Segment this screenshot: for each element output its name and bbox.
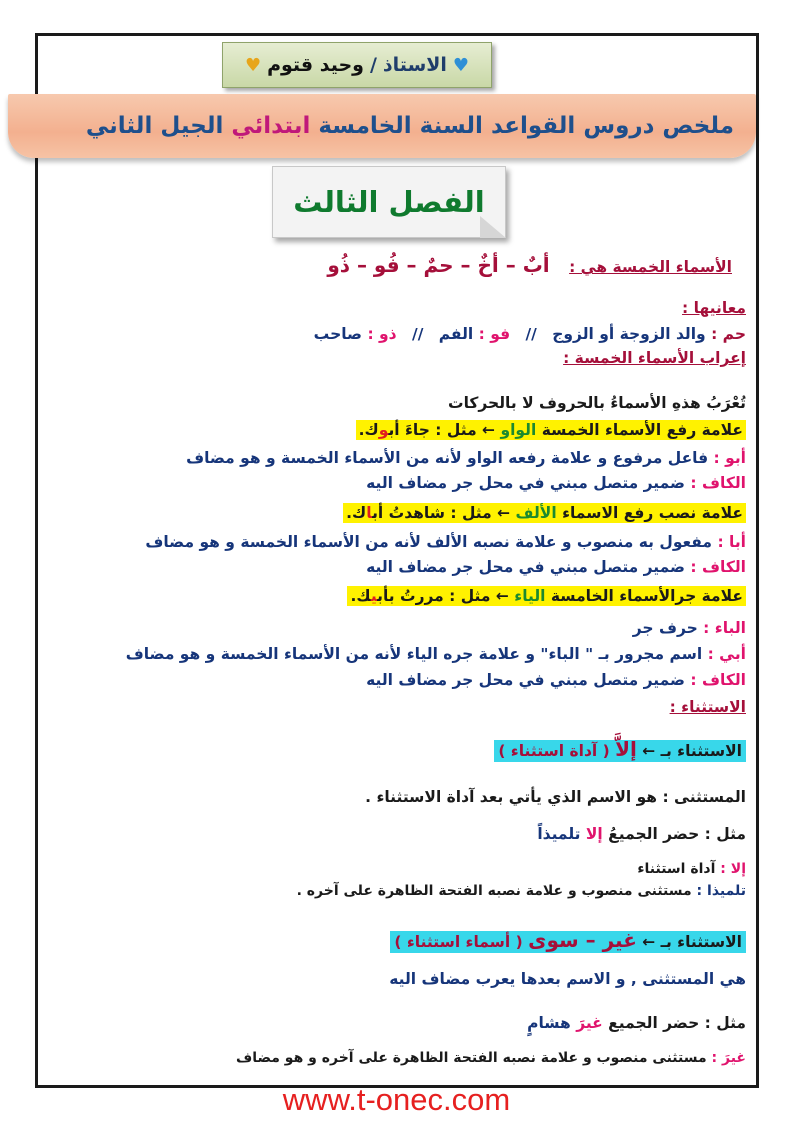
ghayr-parse: غيرَ : مستثنى منصوب و علامة نصبه الفتحة الظاهرة على آخره و هو مضاف bbox=[235, 1050, 746, 1066]
raf-marker: الواو bbox=[500, 421, 537, 439]
meaning-term: ذو bbox=[379, 325, 397, 343]
page-fold-decoration bbox=[480, 216, 506, 238]
meaning-sep: : bbox=[705, 325, 723, 343]
author-prefix: الاستاذ bbox=[382, 54, 447, 76]
illa-desc: آداة استثناء bbox=[637, 861, 716, 877]
jarr-rule bbox=[347, 585, 746, 607]
five-nouns-label: الأسماء الخمسة هي : bbox=[569, 258, 732, 276]
meaning-value: الفم bbox=[438, 325, 474, 343]
kaf-desc: ضمير متصل مبني في محل جر مضاف اليه bbox=[366, 558, 686, 576]
baa-desc: حرف جر bbox=[632, 619, 698, 637]
kaf-label: الكاف bbox=[702, 474, 746, 492]
kaf-parse: الكاف : ضمير متصل مبني في محل جر مضاف اليه bbox=[366, 558, 746, 576]
nasb-desc: مفعول به منصوب و علامة نصبه الألف لأنه من الأسماء الخمسة و هو مضاف bbox=[145, 533, 713, 551]
irab-heading-text: إعراب الأسماء الخمسة : bbox=[563, 349, 746, 367]
meaning-value: صاحب bbox=[313, 325, 363, 343]
tilmidh-label: تلميذا bbox=[707, 883, 746, 899]
raf-rule bbox=[356, 419, 746, 441]
ghayr-definition bbox=[389, 968, 746, 990]
mustathna-def-text: المستثنى : هو الاسم الذي يأتي بعد آداة الاستثناء . bbox=[365, 788, 746, 806]
kaf-parse: الكاف : ضمير متصل مبني في محل جر مضاف اليه bbox=[366, 671, 746, 689]
title-part1: ملخص دروس القواعد السنة الخامسة bbox=[318, 113, 734, 139]
jarr-marker: الياء bbox=[514, 587, 546, 605]
chapter-title: الفصل الثالث bbox=[293, 185, 485, 219]
irab-intro bbox=[448, 392, 746, 414]
ex2-word: هشامٍ bbox=[527, 1014, 571, 1032]
baa-parse: الباء : حرف جر bbox=[632, 619, 746, 637]
ex1-tool: إلا bbox=[585, 825, 603, 843]
ex1-prefix: مثل : حضر الجميعُ bbox=[608, 825, 746, 843]
meanings-label: معانيها : bbox=[682, 299, 746, 317]
nasb-rule bbox=[343, 502, 746, 524]
author-separator: / bbox=[369, 54, 377, 76]
jarr-word: أبي bbox=[719, 645, 746, 663]
jarr-example-letter: ي bbox=[370, 587, 378, 605]
kaf-label: الكاف bbox=[702, 671, 746, 689]
meaning-sep: : bbox=[473, 325, 491, 343]
meaning-term: فو bbox=[490, 325, 511, 343]
kaf-desc: ضمير متصل مبني في محل جر مضاف اليه bbox=[366, 671, 686, 689]
jarr-example-end: ك. bbox=[350, 587, 371, 605]
kaf-label: الكاف bbox=[702, 558, 746, 576]
irab-intro-text: تُعْرَبُ هذهِ الأسماءُ بالحروف لا بالحركات bbox=[448, 394, 746, 412]
illa-note: ( آداة استثناء ) bbox=[498, 742, 610, 760]
meanings-heading bbox=[682, 297, 746, 319]
illa-label: إلا bbox=[730, 861, 746, 877]
illa-tool: إلاَّ bbox=[615, 737, 637, 761]
meanings-line bbox=[314, 323, 746, 345]
ghayr-title bbox=[390, 929, 746, 953]
website-footer: www.t-onec.com bbox=[282, 1082, 511, 1117]
nasb-example-end: ك. bbox=[346, 504, 367, 522]
five-nouns-line bbox=[327, 254, 732, 278]
nasb-rule-example: ← مثل : شاهدتُ bbox=[388, 504, 511, 522]
jarr-rule-text: علامة جرالأسماء الخامسة bbox=[550, 587, 743, 605]
kaf-desc: ضمير متصل مبني في محل جر مضاف اليه bbox=[366, 474, 686, 492]
raf-example-stem: أب bbox=[388, 421, 400, 439]
ghayr-title-text: الاستثناء بـ ← bbox=[642, 933, 742, 951]
raf-parse: أبو : فاعل مرفوع و علامة رفعه الواو لأنه من الأسماء الخمسة و هو مضاف bbox=[186, 449, 746, 467]
exception-heading-text: الاستثناء : bbox=[669, 698, 746, 716]
mustathna-definition bbox=[365, 786, 746, 808]
exception-heading bbox=[670, 696, 746, 718]
baa-label: الباء bbox=[714, 619, 746, 637]
nasb-parse: أبا : مفعول به منصوب و علامة نصبه الألف لأنه من الأسماء الخمسة و هو مضاف bbox=[145, 533, 746, 551]
title-part2: ابتدائي bbox=[231, 113, 311, 139]
nasb-word: أبا bbox=[729, 533, 746, 551]
heart-icon: ♥ bbox=[244, 54, 262, 76]
ex2-prefix: مثل : حضر الجميع bbox=[608, 1014, 746, 1032]
meaning-divider: // bbox=[525, 325, 537, 343]
ghayr-label: غيرَ bbox=[722, 1050, 746, 1066]
jarr-example-stem: أب bbox=[377, 587, 389, 605]
kaf-parse: الكاف : ضمير متصل مبني في محل جر مضاف اليه bbox=[366, 474, 746, 492]
ghayr-note: ( أسماء استثناء ) bbox=[394, 933, 523, 951]
ghayr-desc: مستثنى منصوب و علامة نصبه الفتحة الظاهرة على آخره و هو مضاف bbox=[235, 1050, 707, 1066]
five-nouns-list: أبٌ – أخٌ – حمٌ – فُو – ذُو bbox=[327, 253, 550, 277]
raf-example-end: ك. bbox=[358, 421, 379, 439]
author-name: وحيد قتوم bbox=[267, 54, 364, 76]
author-tab bbox=[222, 42, 492, 88]
nasb-example-stem: أب bbox=[372, 504, 384, 522]
raf-rule-text: علامة رفع الأسماء الخمسة bbox=[541, 421, 743, 439]
illa-parse: إلا : آداة استثناء bbox=[637, 861, 746, 877]
chapter-card bbox=[272, 166, 506, 238]
irab-heading bbox=[563, 347, 746, 369]
raf-word: أبو bbox=[725, 449, 746, 467]
raf-rule-example: ← مثل : جاءَ bbox=[405, 421, 496, 439]
title-part3: الجيل الثاني bbox=[85, 113, 224, 139]
ex1-word: تلميذاً bbox=[537, 825, 581, 843]
example-illa bbox=[537, 823, 746, 845]
jarr-parse: أبي : اسم مجرور بـ " الباء" و علامة جره الياء لأنه من الأسماء الخمسة و هو مضاف bbox=[125, 645, 746, 663]
heart-icon: ♥ bbox=[452, 54, 470, 76]
ex2-tool: غيرَ bbox=[576, 1014, 603, 1032]
illa-title bbox=[494, 738, 746, 762]
meaning-divider: // bbox=[412, 325, 424, 343]
ghayr-def-text: هي المستثنى , و الاسم بعدها يعرب مضاف اليه bbox=[389, 970, 746, 988]
example-ghayr bbox=[527, 1012, 746, 1034]
meaning-sep: : bbox=[362, 325, 380, 343]
tilmidh-desc: مستثنى منصوب و علامة نصبه الفتحة الظاهرة على آخره . bbox=[296, 883, 692, 899]
ghayr-tools: غير – سوى bbox=[528, 928, 637, 952]
nasb-marker: الألف bbox=[515, 504, 557, 522]
raf-example-letter: و bbox=[378, 421, 389, 439]
illa-title-text: الاستثناء بـ ← bbox=[642, 742, 742, 760]
title-banner bbox=[8, 94, 756, 158]
meaning-value: والد الزوجة أو الزوج bbox=[552, 325, 706, 343]
tilmidh-parse: تلميذا : مستثنى منصوب و علامة نصبه الفتحة الظاهرة على آخره . bbox=[296, 883, 746, 899]
nasb-example-letter: ا bbox=[366, 504, 373, 522]
meaning-term: حم bbox=[722, 325, 746, 343]
raf-desc: فاعل مرفوع و علامة رفعه الواو لأنه من الأسماء الخمسة و هو مضاف bbox=[186, 449, 709, 467]
jarr-rule-example: ← مثل : مررتُ ب bbox=[388, 587, 509, 605]
nasb-rule-text: علامة نصب رفع الاسماء bbox=[562, 504, 743, 522]
jarr-desc: اسم مجرور بـ " الباء" و علامة جره الياء لأنه من الأسماء الخمسة و هو مضاف bbox=[125, 645, 703, 663]
